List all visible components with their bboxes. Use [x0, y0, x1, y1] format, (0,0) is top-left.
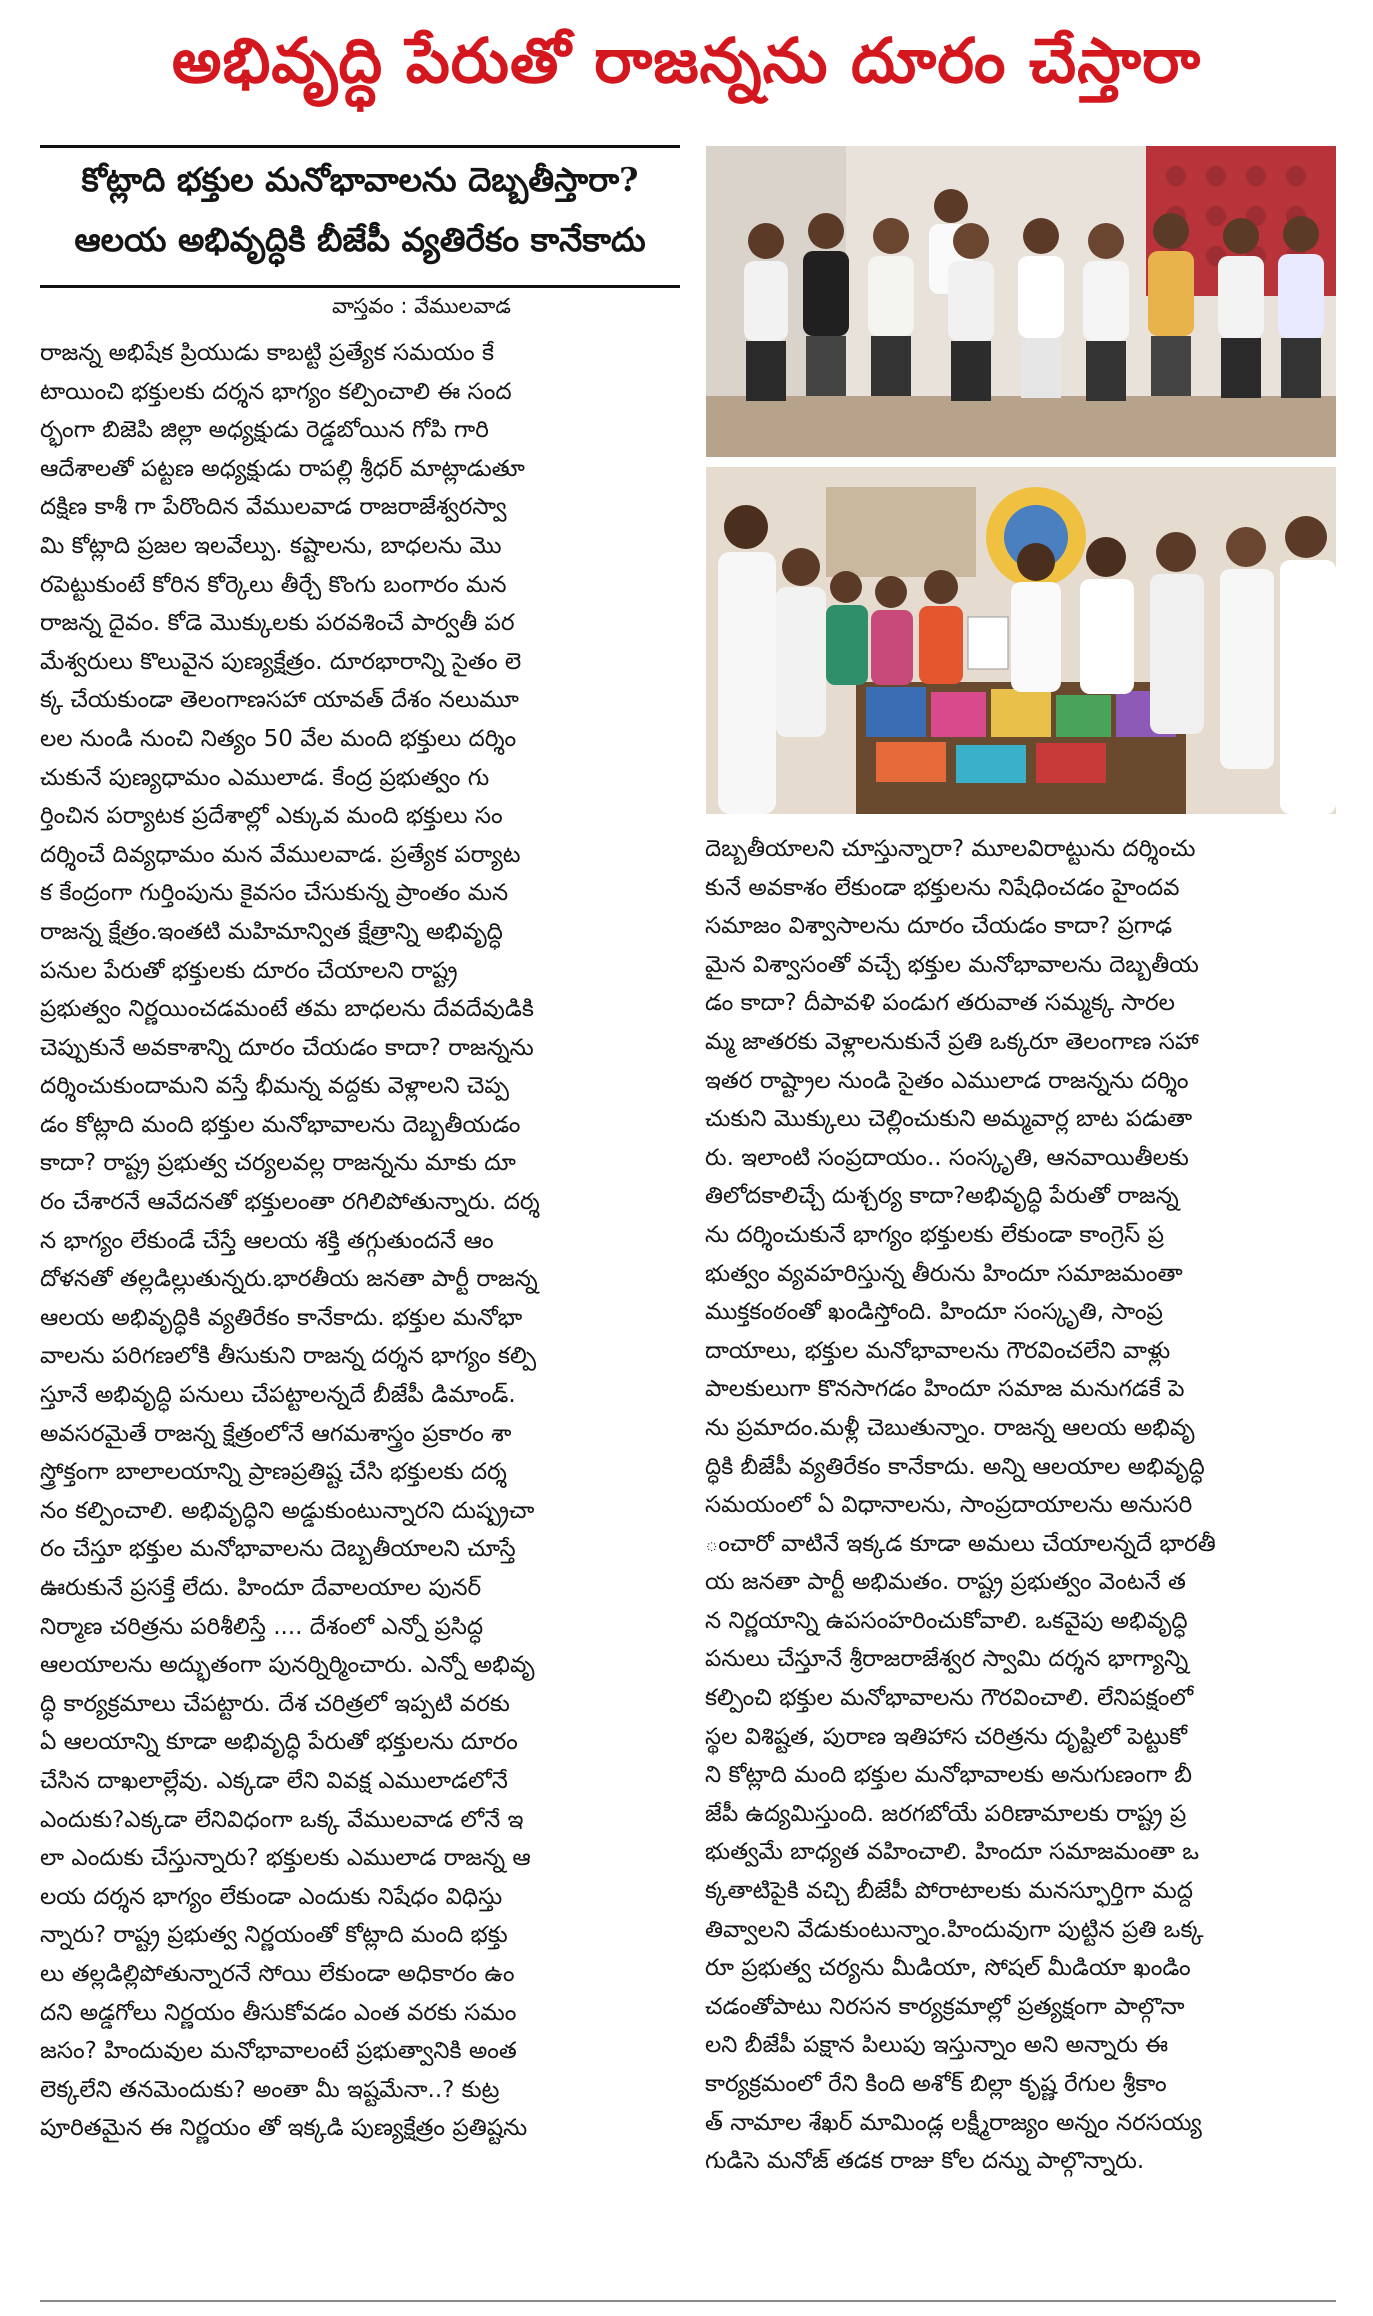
body-text-line: ను దర్శించుకునే భాగ్యం భక్తులకు లేకుండా కాంగ్రెస్ ప్ర [705, 1221, 1164, 1248]
body-text-line: దర్శించే దివ్యధామం మన వేములవాడ. ప్రత్యేక పర్యాట [40, 841, 521, 868]
body-text-line: పనులు చేస్తూనే శ్రీరాజరాజేశ్వర స్వామి దర్శన భాగ్యాన్ని [705, 1646, 1189, 1673]
body-text-line: భుత్వమే బాధ్యత వహించాలి. హిందూ సమాజమంతా ఒ [705, 1839, 1200, 1866]
body-text-line: రాజన్న క్షేత్రం.ఇంతటి మహిమాన్విత క్షేత్రాన్ని అభివృద్ధి [40, 918, 503, 945]
body-text-line: సమయంలో ఏ విధానాలను, సాంప్రదాయాలను అనుసరి [705, 1492, 1193, 1519]
article-body-left-column [40, 334, 678, 2148]
bottom-divider [40, 2300, 1336, 2302]
body-text-line: న నిర్ణయాన్ని ఉపసంహరించుకోవాలి. ఒకవైపు అభివృద్ధి [705, 1607, 1188, 1634]
body-text-line: మైన విశ్వాసంతో వచ్చే భక్తుల మనోభావాలను దెబ్బతీయ [705, 951, 1199, 978]
body-text-line: క్క చేయకుండా తెలంగాణసహా యావత్ దేశం నలుమూ [40, 687, 519, 714]
body-text-line: ఎందుకు?ఎక్కడా లేనివిధంగా ఒక్క వేములవాడ లోనే ఇ [40, 1806, 524, 1833]
subheading-1: కోట్లాది భక్తుల మనోభావాలను దెబ్బతీస్తారా? [81, 160, 639, 199]
dateline: వాస్తవం : వేములవాడ [332, 294, 511, 318]
body-text-line: వాలను పరిగణలోకి తీసుకుని రాజన్న దర్శన భాగ్యం కల్పి [40, 1343, 537, 1370]
body-text-line: త్ నామాల శేఖర్ మామిండ్ల లక్ష్మీరాజ్యం అన్నం నరసయ్య [705, 2109, 1202, 2136]
body-text-line: సమాజం విశ్వాసాలను దూరం చేయడం కాదా? ప్రగాఢ [705, 913, 1173, 940]
body-text-line: ఆలయాలను అద్భుతంగా పునర్నిర్మించారు. ఎన్నో అభివృ [40, 1652, 535, 1679]
memorandum-submission-photo [706, 467, 1336, 814]
body-text-line: స్థల విశిష్టత, పురాణ ఇతిహాస చరిత్రను దృష్టిలో పెట్టుకో [705, 1723, 1187, 1750]
body-text-line: కార్యక్రమంలో రేని కింది అశోక్ బిల్లా కృష్ణ రేగుల శ్రీకాం [705, 2071, 1167, 2097]
body-text-line: మేశ్వరులు కొలువైన పుణ్యక్షేత్రం. దూరభారాన్ని సైతం లె [40, 648, 522, 675]
body-text-line: చుకుని మొక్కులు చెల్లించుకుని అమ్మవార్ల బాట పడుతా [705, 1106, 1193, 1133]
body-text-line: అవసరమైతే రాజన్న క్షేత్రంలోనే ఆగమశాస్త్రం ప్రకారం శా [40, 1420, 512, 1447]
body-text-line: గుడిసె మనోజ్ తడక రాజు కోల దన్ను పాల్గొన్నారు. [705, 2148, 1145, 2175]
body-text-line: లెక్కలేని తనమెందుకు? అంతా మీ ఇష్టమేనా..? కుట్ర [40, 2076, 500, 2103]
body-text-line: లని బీజేపీ పక్షాన పిలుపు ఇస్తున్నాం అని అన్నారు ఈ [705, 2032, 1169, 2059]
body-text-line: ర్తించిన పర్యాటక ప్రదేశాల్లో ఎక్కువ మంది భక్తులు సం [40, 803, 503, 830]
body-text-line: లు తల్లడిల్లిపోతున్నారనే సోయి లేకుండా అధికారం ఉం [40, 1960, 515, 1987]
body-text-line: లల నుండి నుంచి నిత్యం 50 వేల మంది భక్తులు దర్శిం [40, 725, 517, 752]
body-text-line: దోళనతో తల్లడిల్లుతున్నరు.భారతీయ జనతా పార్టీ రాజన్న [40, 1266, 538, 1293]
body-text-line: రం చేస్తూ భక్తుల మనోభావాలను దెబ్బతీయాలని చూస్తే [40, 1536, 516, 1563]
body-text-line: లా ఎందుకు చేస్తున్నారు? భక్తులకు ఎములాడ రాజన్న ఆ [40, 1845, 531, 1872]
body-text-line: మి కోట్లాది ప్రజల ఇలవేల్పు. కష్టాలను, బాధలను మొ [40, 532, 502, 559]
body-text-line: మ్మ జాతరకు వెళ్లాలనుకునే ప్రతి ఒక్కరూ తెలంగాణ సహా [705, 1028, 1199, 1055]
body-text-line: డం కాదా? దీపావళి పండుగ తరువాత సమ్మక్క సారల [705, 990, 1175, 1017]
body-text-line: జేపీ ఉద్యమిస్తుంది. జరగబోయే పరిణామాలకు రాష్ట్ర ప్ర [705, 1800, 1187, 1827]
body-text-line: రపెట్టుకుంటే కోరిన కోర్కెలు తీర్చే కొంగు బంగారం మన [40, 571, 507, 598]
body-text-line: కల్పించి భక్తుల మనోభావాలను గౌరవించాలి. లేనిపక్షంలో [705, 1685, 1194, 1712]
body-text-line: క కేంద్రంగా గుర్తింపును కైవసం చేసుకున్న ప్రాంతం మన [40, 880, 509, 907]
body-text-line: చడంతోపాటు నిరసన కార్యక్రమాల్లో ప్రత్యక్షంగా పాల్గొనా [705, 1993, 1185, 2020]
body-text-line: ద్ధికి బీజేపీ వ్యతిరేకం కానేకాదు. అన్ని ఆలయాల అభివృద్ధి [705, 1453, 1205, 1480]
body-text-line: ఊరుకునే ప్రసక్తే లేదు. హిందూ దేవాలయాల పునర్ [40, 1575, 482, 1601]
body-text-line: న్నారు? రాష్ట్ర ప్రభుత్వ నిర్ణయంతో కోట్లాది మంది భక్తు [40, 1922, 508, 1949]
body-text-line: రూ ప్రభుత్వ చర్యను మీడియా, సోషల్ మీడియా ఖండిం [705, 1955, 1191, 1982]
body-text-line: రం చేశారనే ఆవేదనతో భక్తులంతా రగిలిపోతున్నారు. దర్శ [40, 1189, 540, 1216]
body-text-line: నం కల్పించాలి. అభివృద్ధిని అడ్డుకుంటున్నారని దుష్ప్రచా [40, 1497, 535, 1524]
body-text-line: ను ప్రమాదం.మళ్లీ చెబుతున్నాం. రాజన్న ఆలయ అభివృ [705, 1414, 1195, 1441]
body-text-line: క్కతాటిపైకి వచ్చి బీజేపీ పోరాటాలకు మనస్ఫూర్తిగా మద్ద [705, 1878, 1193, 1905]
body-text-line: భుత్వం వ్యవహరిస్తున్న తీరును హిందూ సమాజమంతా [705, 1260, 1183, 1287]
subheading-box [40, 145, 680, 288]
subheading-2: ఆలయ అభివృద్ధికి బీజేపీ వ్యతిరేకం కానేకాదు [74, 220, 646, 259]
body-text-line: ఇతర రాష్ట్రాల నుండి సైతం ఎములాడ రాజన్నను దర్శిం [705, 1067, 1189, 1094]
body-text-line: పూరితమైన ఈ నిర్ణయం తో ఇక్కడి పుణ్యక్షేత్రం ప్రతిష్టను [40, 2115, 528, 2142]
body-text-line: పనుల పేరుతో భక్తులకు దూరం చేయాలని రాష్ట్ర [40, 957, 458, 984]
body-text-line: ముక్తకంఠంతో ఖండిస్తోంది. హిందూ సంస్కృతి, సాంప్ర [705, 1299, 1163, 1326]
body-text-line: న భాగ్యం లేకుండే చేస్తే ఆలయ శక్తి తగ్గుతుందనే ఆం [40, 1227, 494, 1254]
body-text-line: దర్శించుకుందామని వస్తే భీమన్న వద్దకు వెళ్లాలని చెప్ప [40, 1073, 510, 1100]
body-text-line: ద్ధి కార్యక్రమాలు చేపట్టారు. దేశ చరిత్రలో ఇప్పటి వరకు [40, 1690, 510, 1717]
body-text-line: ని కోట్లాది మంది భక్తుల మనోభావాలకు అనుగుణంగా బీ [705, 1762, 1192, 1789]
body-text-line: తిలోదకాలిచ్చే దుశ్చర్య కాదా?అభివృద్ధి పేరుతో రాజన్న [705, 1183, 1179, 1210]
body-text-line: స్త్రోక్తంగా బాలాలయాన్ని ప్రాణప్రతిష్ట చేసి భక్తులకు దర్శ [40, 1459, 507, 1486]
article-body-right-column [705, 830, 1335, 2181]
body-text-line: ఏ ఆలయాన్ని కూడా అభివృద్ధి పేరుతో భక్తులను దూరం [40, 1729, 518, 1756]
body-text-line: ఆదేశాలతో పట్టణ అధ్యక్షుడు రాపల్లి శ్రీధర్ మాట్లాడుతూ [40, 455, 525, 482]
body-text-line: చేసిన దాఖలాల్లేవు. ఎక్కడా లేని వివక్ష ఎములాడలోనే [40, 1767, 508, 1794]
body-text-line: కునే అవకాశం లేకుండా భక్తులను నిషేధించడం హైందవ [705, 874, 1180, 901]
body-text-line: పాలకులుగా కొనసాగడం హిందూ సమాజ మనుగడకే పె [705, 1376, 1185, 1403]
body-text-line: ంచారో వాటినే ఇక్కడ కూడా అమలు చేయాలన్నదే భారతీ [705, 1530, 1216, 1557]
body-text-line: రు. ఇలాంటి సంప్రదాయం.. సంస్కృతి, ఆనవాయితీలకు [705, 1144, 1189, 1171]
group-photo-seated [706, 146, 1336, 457]
body-text-line: ప్రభుత్వం నిర్ణయించడమంటే తమ బాధలను దేవదేవుడికి [40, 996, 534, 1023]
body-text-line: దక్షిణ కాశీ గా పేరొందిన వేములవాడ రాజరాజేశ్వరస్వా [40, 494, 507, 521]
body-text-line: డం కోట్లాది మంది భక్తుల మనోభావాలను దెబ్బతీయడం [40, 1111, 521, 1138]
body-text-line: ఆలయ అభివృద్ధికి వ్యతిరేకం కానేకాదు. భక్తుల మనోభా [40, 1304, 523, 1331]
body-text-line: ర్భంగా బిజెపి జిల్లా అధ్యక్షుడు రెడ్డబోయిన గోపి గారి [40, 417, 489, 444]
body-text-line: య జనతా పార్టీ అభిమతం. రాష్ట్ర ప్రభుత్వం వెంటనే త [705, 1569, 1186, 1596]
body-text-line: చుకునే పుణ్యధామం ఎములాడ. కేంద్ర ప్రభుత్వం గు [40, 764, 490, 791]
article-headline: అభివృద్ధి పేరుతో రాజన్నను దూరం చేస్తారా [171, 24, 1202, 97]
body-text-line: స్తూనే అభివృద్ధి పనులు చేపట్టాలన్నదే బీజేపీ డిమాండ్. [40, 1382, 516, 1409]
body-text-line: కాదా? రాష్ట్ర ప్రభుత్వ చర్యలవల్ల రాజన్నను మాకు దూ [40, 1150, 516, 1177]
body-text-line: నిర్మాణ చరిత్రను పరిశీలిస్తే .... దేశంలో ఎన్నో ప్రసిద్ధ [40, 1613, 484, 1640]
body-text-line: జసం? హిందువుల మనోభావాలంటే ప్రభుత్వానికి అంత [40, 2038, 517, 2065]
body-text-line: దెబ్బతీయాలని చూస్తున్నారా? మూలవిరాట్టును దర్శించు [705, 836, 1196, 862]
body-text-line: తివ్వాలని వేడుకుంటున్నాం.హిందువుగా పుట్టిన ప్రతి ఒక్క [705, 1916, 1204, 1943]
body-text-line: దాయాలు, భక్తుల మనోభావాలను గౌరవించలేని వాళ్లు [705, 1337, 1171, 1364]
body-text-line: లయ దర్శన భాగ్యం లేకుండా ఎందుకు నిషేధం విధిస్తు [40, 1883, 503, 1910]
body-text-line: టాయించి భక్తులకు దర్శన భాగ్యం కల్పించాలి ఈ సంద [40, 378, 512, 405]
body-text-line: దని అడ్డగోలు నిర్ణయం తీసుకోవడం ఎంత వరకు సమం [40, 1999, 517, 2026]
body-text-line: రాజన్న అభిషేక ప్రియుడు కాబట్టి ప్రత్యేక సమయం కే [40, 340, 494, 366]
body-text-line: చెప్పుకునే అవకాశాన్ని దూరం చేయడం కాదా? రాజన్నను [40, 1034, 534, 1061]
body-text-line: రాజన్న దైవం. కోడె మొక్కులకు పరవశించే పార్వతీ పర [40, 610, 515, 637]
